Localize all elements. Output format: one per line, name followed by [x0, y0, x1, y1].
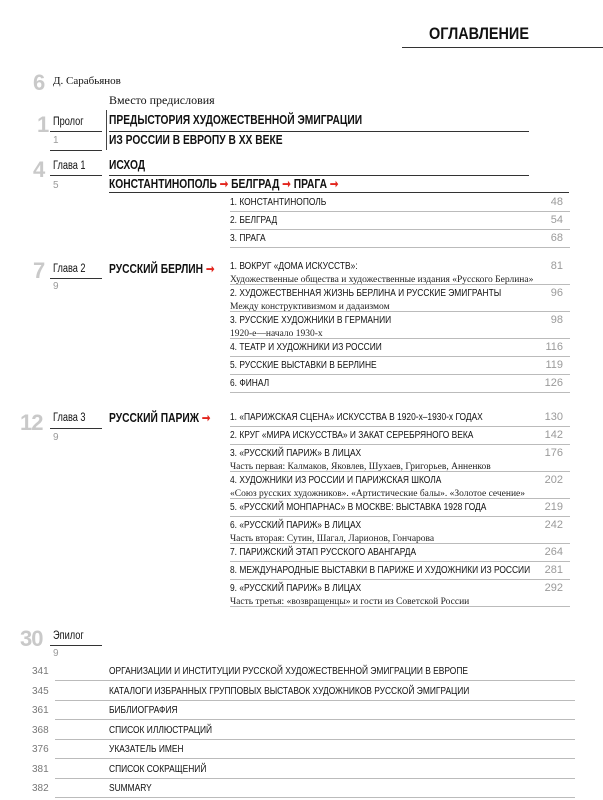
prologue-label: Пролог [53, 116, 84, 128]
toc-entry-rule [230, 338, 570, 339]
back-matter-title: КАТАЛОГИ ИЗБРАННЫХ ГРУППОВЫХ ВЫСТАВОК ХУДОЖНИКОВ РУССКОЙ ЭМИГРАЦИИ [109, 684, 470, 697]
toc-entry-page: 130 [544, 411, 563, 423]
toc-entry-page: 176 [544, 447, 563, 459]
toc-entry-title: 3. «РУССКИЙ ПАРИЖ» В ЛИЦАХ [230, 447, 362, 459]
toc-entry-page: 142 [544, 429, 563, 441]
ch2-title-text: РУССКИЙ БЕРЛИН [109, 262, 204, 276]
ch1-route [109, 176, 338, 191]
toc-entry-subtitle: 1920-е—начало 1930-х [230, 329, 323, 339]
ch1-route-a: КОНСТАНТИНОПОЛЬ [109, 177, 217, 191]
back-matter-rule [55, 778, 575, 779]
preface-title: Вместо предисловия [109, 93, 215, 107]
arrow-right-icon: ➞ [282, 177, 291, 191]
toc-entry-page: 219 [544, 501, 563, 513]
toc-entry-rule [230, 606, 570, 607]
ch3-sub: 9 [53, 432, 59, 443]
toc-entry-page: 292 [544, 582, 563, 594]
epilogue-label: Эпилог [53, 630, 84, 642]
prologue-page-number: 1 [37, 112, 49, 137]
toc-entry-title: 9. «РУССКИЙ ПАРИЖ» В ЛИЦАХ [230, 582, 362, 594]
back-matter-title: SUMMARY [109, 782, 152, 794]
arrow-right-icon: ➞ [329, 177, 339, 191]
toc-entry-title: 6. «РУССКИЙ ПАРИЖ» В ЛИЦАХ [230, 519, 362, 531]
toc-entry-rule [230, 498, 570, 499]
toc-entry-title: 3. РУССКИЕ ХУДОЖНИКИ В ГЕРМАНИИ [230, 314, 392, 326]
toc-entry-rule [230, 516, 570, 517]
back-matter-title: СПИСОК ИЛЛЮСТРАЦИЙ [109, 723, 213, 736]
back-matter-page: 376 [32, 744, 49, 755]
arrow-right-icon: ➞ [205, 262, 215, 276]
toc-entry-title: 4. ХУДОЖНИКИ ИЗ РОССИИ И ПАРИЖСКАЯ ШКОЛА [230, 474, 442, 486]
ch1-page-number: 4 [33, 157, 45, 182]
toc-entry-rule [230, 561, 570, 562]
back-matter-page: 341 [32, 666, 49, 677]
toc-entry-title: 5. «РУССКИЙ МОНПАРНАС» В МОСКВЕ: ВЫСТАВКА 1928 ГОДА [230, 501, 487, 513]
back-matter-rule [55, 719, 575, 720]
prologue-title-2: ИЗ РОССИИ В ЕВРОПУ В XX ВЕКЕ [109, 133, 283, 147]
toc-entry-title: 2. КРУГ «МИРА ИСКУССТВА» И ЗАКАТ СЕРЕБРЯНОГО ВЕКА [230, 429, 474, 441]
arrow-right-icon: ➞ [201, 411, 211, 425]
ch1-sub: 5 [53, 180, 59, 191]
toc-entry-rule [230, 247, 570, 248]
prologue-title-1: ПРЕДЫСТОРИЯ ХУДОЖЕСТВЕННОЙ ЭМИГРАЦИИ [109, 113, 363, 127]
back-matter-rule [55, 700, 575, 701]
toc-entry-rule [230, 311, 570, 312]
toc-entry-page: 281 [544, 564, 563, 576]
toc-entry-page: 96 [550, 287, 563, 299]
toc-entry-title: 1. ВОКРУГ «ДОМА ИСКУССТВ»: [230, 260, 358, 272]
toc-entry-page: 98 [550, 314, 563, 326]
toc-entry-title: 3. ПРАГА [230, 232, 266, 244]
toc-entry-rule [230, 392, 570, 393]
toc-entry-page: 202 [544, 474, 563, 486]
ch3-title-text: РУССКИЙ ПАРИЖ [109, 411, 199, 425]
prologue-sub: 1 [53, 135, 59, 146]
author-name: Д. Сарабьянов [53, 75, 121, 87]
toc-entry-title: 1. КОНСТАНТИНОПОЛЬ [230, 196, 327, 208]
back-matter-page: 361 [32, 705, 49, 716]
toc-entry-page: 264 [544, 546, 563, 558]
toc-entry-title: 8. МЕЖДУНАРОДНЫЕ ВЫСТАВКИ В ПАРИЖЕ И ХУДОЖНИКИ ИЗ РОССИИ [230, 564, 531, 576]
page-title: ОГЛАВЛЕНИЕ [429, 24, 529, 43]
toc-entry-title: 4. ТЕАТР И ХУДОЖНИКИ ИЗ РОССИИ [230, 341, 382, 353]
epilogue-sub: 9 [53, 648, 59, 659]
toc-entry-page: 68 [550, 232, 563, 244]
toc-entry-rule [230, 229, 570, 230]
ch3-page-number: 12 [20, 410, 43, 435]
preface-page-number: 6 [33, 70, 45, 95]
toc-entry-rule [230, 211, 570, 212]
back-matter-rule [55, 739, 575, 740]
ch3-label: Глава 3 [53, 412, 86, 424]
toc-entry-page: 116 [545, 341, 563, 353]
toc-entry-page: 119 [545, 359, 563, 371]
ch1-route-c: ПРАГА [293, 177, 327, 191]
back-matter-rule [55, 797, 575, 798]
arrow-right-icon: ➞ [219, 177, 229, 191]
ch2-label: Глава 2 [53, 263, 86, 275]
ch1-label: Глава 1 [53, 160, 86, 172]
header-rule [402, 47, 603, 48]
back-matter-page: 345 [32, 685, 49, 697]
toc-entry-subtitle: Часть третья: «возвращенцы» и гости из Советской России [230, 597, 470, 607]
toc-entry-page: 126 [544, 377, 563, 389]
toc-entry-subtitle: Часть первая: Калмаков, Яковлев, Шухаев, Григорьев, Анненков [230, 462, 491, 472]
toc-entry-title: 2. ХУДОЖЕСТВЕННАЯ ЖИЗНЬ БЕРЛИНА И РУССКИЕ ЭМИГРАНТЫ [230, 287, 502, 299]
toc-entry-title: 1. «ПАРИЖСКАЯ СЦЕНА» ИСКУССТВА В 1920-х–1930-х ГОДАХ [230, 411, 483, 423]
toc-entry-rule [230, 543, 570, 544]
toc-entry-title: 2. БЕЛГРАД [230, 214, 278, 226]
back-matter-title: БИБЛИОГРАФИЯ [109, 704, 178, 716]
back-matter-title: СПИСОК СОКРАЩЕНИЙ [109, 762, 207, 775]
toc-entry-subtitle: «Союз русских художников». «Артистические балы». «Золотое сечение» [230, 489, 526, 499]
ch3-title [109, 410, 210, 425]
epilogue-page-number: 30 [20, 626, 43, 651]
toc-entry-title: 6. ФИНАЛ [230, 377, 270, 389]
toc-entry-rule [230, 356, 570, 357]
ch2-page-number: 7 [33, 258, 45, 283]
toc-entry-rule [230, 374, 570, 375]
toc-entry-rule [230, 471, 570, 472]
toc-entry-subtitle: Художественные общества и художественные издания «Русского Берлина» [230, 275, 534, 285]
toc-entry-subtitle: Часть вторая: Сутин, Шагал, Ларионов, Гончарова [230, 534, 435, 544]
toc-entry-rule [230, 284, 570, 285]
ch2-sub: 9 [53, 281, 59, 292]
back-matter-page: 382 [32, 783, 49, 794]
back-matter-page: 381 [32, 763, 49, 775]
ch1-route-b: БЕЛГРАД [231, 177, 280, 191]
back-matter-rule [55, 758, 575, 759]
toc-entry-subtitle: Между конструктивизмом и дадаизмом [230, 302, 390, 312]
ch2-title [109, 261, 215, 276]
toc-entry-title: 7. ПАРИЖСКИЙ ЭТАП РУССКОГО АВАНГАРДА [230, 546, 417, 558]
toc-entry-rule [230, 444, 570, 445]
back-matter-title: ОРГАНИЗАЦИИ И ИНСТИТУЦИИ РУССКОЙ ХУДОЖЕСТВЕННОЙ ЭМИГРАЦИИ В ЕВРОПЕ [109, 665, 468, 677]
toc-entry-page: 48 [550, 196, 563, 208]
toc-entry-page: 81 [550, 260, 563, 272]
toc-entry-rule [230, 426, 570, 427]
toc-entry-title: 5. РУССКИЕ ВЫСТАВКИ В БЕРЛИНЕ [230, 359, 377, 371]
back-matter-title: УКАЗАТЕЛЬ ИМЕН [109, 743, 184, 755]
back-matter-rule [55, 680, 575, 681]
toc-entry-page: 54 [550, 214, 563, 226]
toc-entry-rule [230, 579, 570, 580]
back-matter-page: 368 [32, 724, 49, 736]
toc-entry-page: 242 [544, 519, 563, 531]
ch1-title: ИСХОД [109, 158, 146, 172]
